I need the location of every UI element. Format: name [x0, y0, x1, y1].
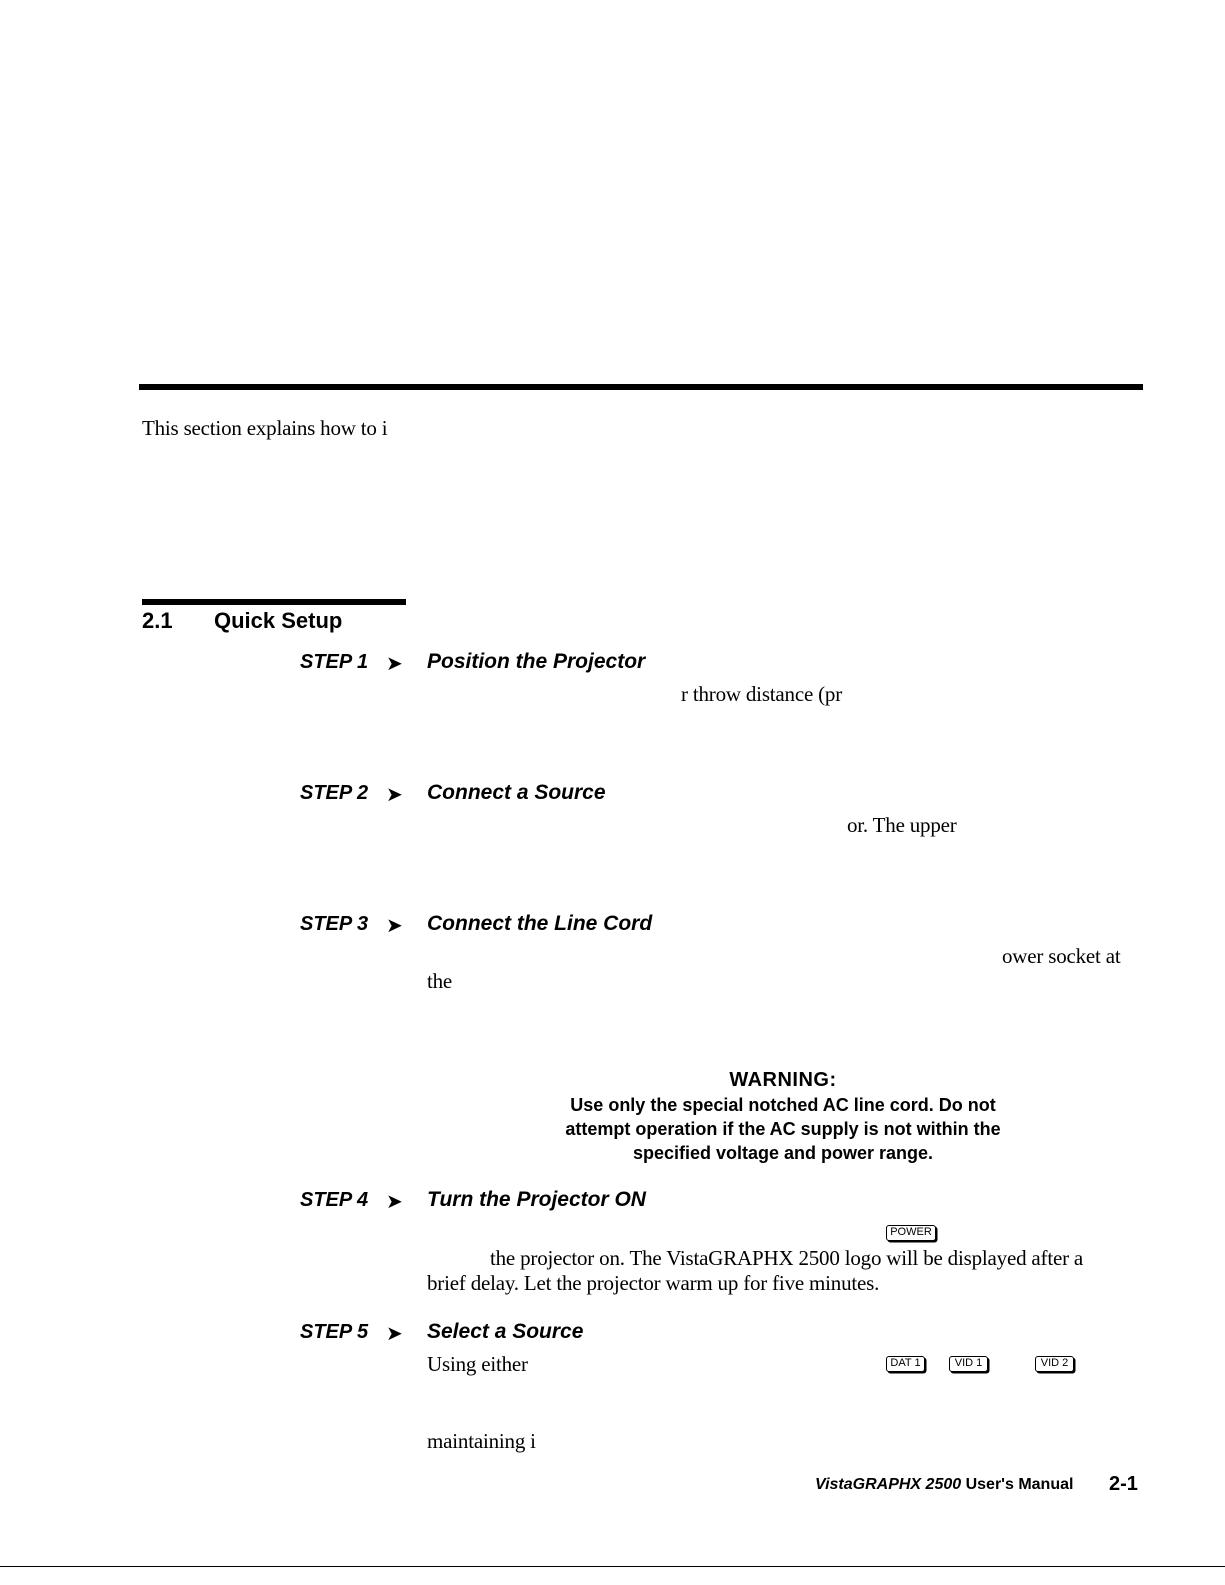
- vid1-key-icon: VID 1: [949, 1356, 988, 1372]
- page-bottom-edge: [0, 1566, 1225, 1567]
- step-3-text-line-2: the: [427, 969, 453, 993]
- step-3-text-line-1: ower socket at: [1002, 944, 1121, 968]
- warning-line-3: specified voltage and power range.: [632, 1143, 934, 1163]
- step-4-label: STEP 4: [300, 1189, 369, 1211]
- section-number: 2.1: [142, 608, 173, 633]
- step-2-text: or. The upper: [847, 813, 957, 837]
- section-rule: [142, 599, 406, 605]
- step-2-title: Connect a Source: [427, 781, 606, 804]
- warning-line-1: Use only the special notched AC line cord. Do not: [570, 1095, 996, 1115]
- step-5-label: STEP 5: [300, 1321, 369, 1343]
- power-key-icon: POWER: [886, 1225, 936, 1241]
- step-3-label: STEP 3: [300, 913, 369, 935]
- step-3-title: Connect the Line Cord: [427, 912, 653, 935]
- step-4-title: Turn the Projector ON: [427, 1188, 646, 1211]
- footer-product: VistaGRAPHX 2500: [815, 1476, 962, 1493]
- step-1-arrow-icon: ➤: [386, 651, 403, 675]
- footer-manual: User's Manual: [965, 1476, 1074, 1493]
- step-5-text-line-2: maintaining i: [427, 1429, 536, 1453]
- warning-line-2: attempt operation if the AC supply is not within the: [565, 1119, 1001, 1139]
- step-4-arrow-icon: ➤: [386, 1189, 403, 1213]
- step-4-text-line-2: brief delay. Let the projector warm up for five minutes.: [427, 1271, 880, 1295]
- header-rule: [139, 384, 1143, 390]
- step-1-title: Position the Projector: [427, 650, 646, 673]
- dat1-key-icon: DAT 1: [886, 1356, 925, 1372]
- warning-title: WARNING:: [729, 1069, 837, 1091]
- step-5-text-line-1: Using either: [427, 1352, 528, 1376]
- footer-manual-title: [815, 1476, 1073, 1494]
- step-4-text-line-1: the projector on. The VistaGRAPHX 2500 logo will be displayed after a: [490, 1246, 1084, 1270]
- step-2-label: STEP 2: [300, 782, 369, 804]
- intro-text: This section explains how to i: [142, 416, 388, 440]
- vid2-key-icon: VID 2: [1035, 1356, 1074, 1372]
- step-1-label: STEP 1: [300, 651, 369, 673]
- warning-box: [533, 1069, 1033, 1165]
- page-number: 2-1: [1109, 1473, 1138, 1495]
- step-1-text: r throw distance (pr: [681, 682, 843, 706]
- step-5-title: Select a Source: [427, 1320, 584, 1343]
- step-2-arrow-icon: ➤: [386, 782, 403, 806]
- section-title: Quick Setup: [214, 608, 343, 633]
- step-5-arrow-icon: ➤: [386, 1321, 403, 1345]
- step-3-arrow-icon: ➤: [386, 913, 403, 937]
